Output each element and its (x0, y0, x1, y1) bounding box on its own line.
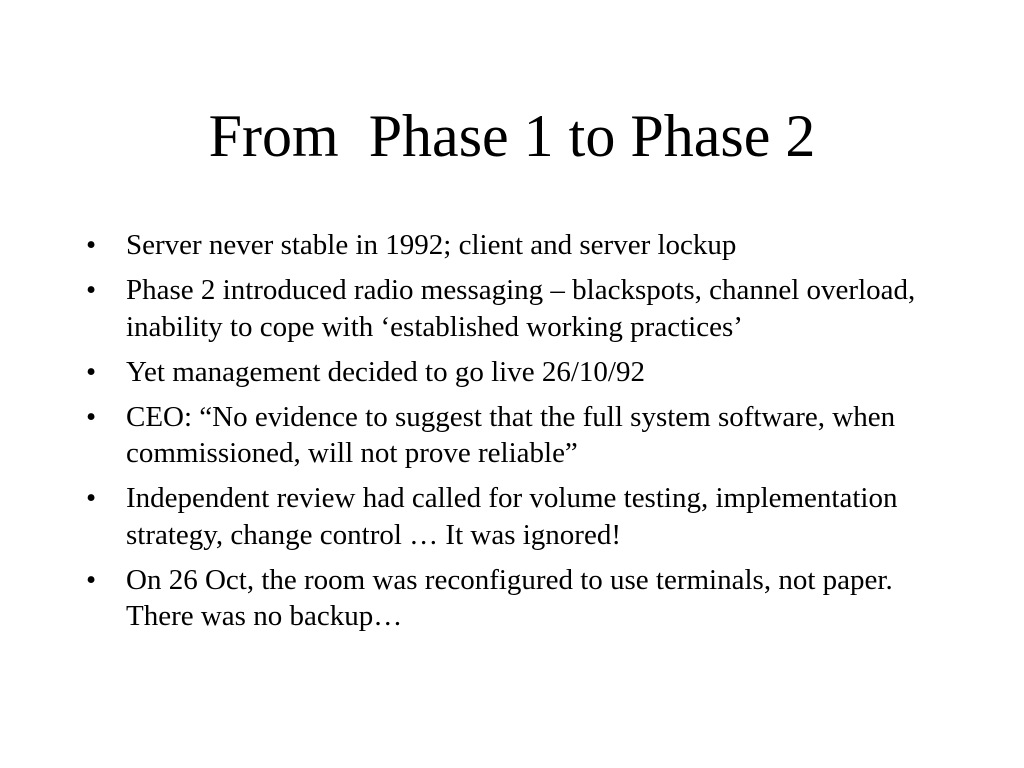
bullet-item (86, 354, 966, 391)
bullet-icon: • (86, 400, 97, 433)
bullet-item (86, 272, 966, 345)
bullet-icon: • (86, 563, 97, 596)
bullet-list (86, 227, 966, 643)
slide-title: From Phase 1 to Phase 2 (208, 103, 816, 169)
bullet-icon: • (86, 482, 97, 514)
bullet-item (86, 480, 966, 553)
bullet-item (86, 562, 966, 635)
bullet-text: Independent review had called for volume testing, implementation strategy, change control … It was ignored! (126, 482, 898, 551)
bullet-item (86, 227, 966, 264)
bullet-text: CEO: “No evidence to suggest that the full system software, when commissioned, will not prove reliable” (126, 400, 896, 469)
bullet-text: Server never stable in 1992; client and server lockup (126, 229, 737, 261)
bullet-item (86, 399, 966, 472)
bullet-text: On 26 Oct, the room was reconfigured to use terminals, not paper. There was no backup… (126, 563, 893, 632)
bullet-icon: • (86, 355, 97, 388)
bullet-icon: • (86, 274, 97, 306)
bullet-text: Phase 2 introduced radio messaging – blackspots, channel overload, inability to cope with ‘established working practices’ (126, 274, 916, 343)
bullet-icon: • (86, 229, 97, 261)
bullet-text: Yet management decided to go live 26/10/92 (126, 355, 645, 388)
